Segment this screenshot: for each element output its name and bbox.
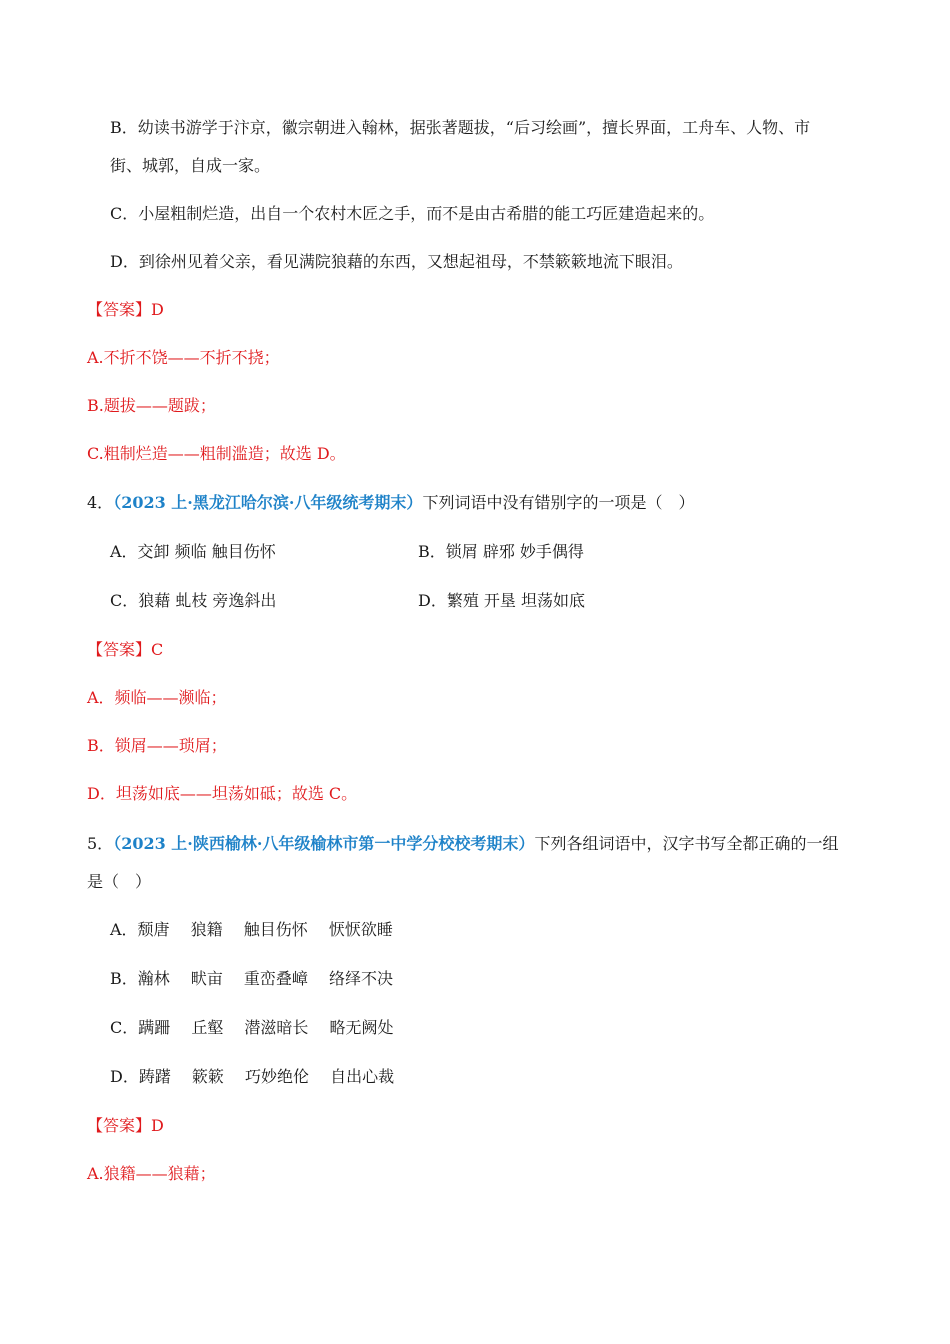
- q4-option-c: C．狼藉 虬枝 旁逸斜出: [110, 591, 277, 610]
- q3-option-b-line1: B．幼读书游学于汴京，徽宗朝进入翰林，据张著题拔，“后习绘画”，擅长界面，工舟车、人物、市: [110, 118, 811, 137]
- q4-stem-text: 下列词语中没有错别字的一项是（ ）: [422, 493, 695, 512]
- q3-option-d: D．到徐州见着父亲，看见满院狼藉的东西，又想起祖母，不禁簌簌地流下眼泪。: [110, 252, 683, 271]
- q4-option-d: D．繁殖 开垦 坦荡如底: [418, 591, 586, 610]
- q5-option-b: B．瀚林 畎亩 重峦叠嶂 络绎不决: [110, 969, 394, 988]
- q4-option-b: B．锁屑 辟邪 妙手偶得: [418, 542, 584, 561]
- q3-note-c: C.粗制烂造——粗制滥造；故选 D。: [87, 444, 346, 463]
- q5-answer: [87, 1116, 164, 1136]
- q4-source: （2023 上·黑龙江哈尔滨·八年级统考期末）: [113, 493, 423, 512]
- q3-note-a: A.不折不饶——不折不挠；: [87, 348, 280, 367]
- q3-note-b: B.题拔——题跋；: [87, 396, 216, 415]
- answer-bracket: 【答案】: [87, 1116, 152, 1135]
- q4-answer: [87, 640, 163, 660]
- q5-option-a: A．颓唐 狼籍 触目伤怀 恹恹欲睡: [110, 920, 393, 939]
- q5-source: （2023 上·陕西榆林·八年级榆林市第一中学分校校考期末）: [113, 834, 535, 853]
- q5-stem-line2: 是（ ）: [87, 872, 152, 891]
- q5-stem: [87, 834, 838, 854]
- q4-number: 4．: [87, 493, 114, 512]
- q4-option-a: A．交卸 频临 触目伤怀: [110, 542, 276, 561]
- q5-option-d: D．踌躇 簌簌 巧妙绝伦 自出心裁: [110, 1067, 395, 1086]
- answer-letter: D: [151, 1116, 164, 1135]
- answer-bracket: 【答案】: [87, 300, 152, 319]
- q5-stem-text: 下列各组词语中，汉字书写全都正确的一组: [534, 834, 839, 853]
- q4-note-a: A．频临——濒临；: [87, 688, 227, 707]
- q5-note-a: A.狼籍——狼藉；: [87, 1164, 216, 1183]
- answer-letter: D: [151, 300, 164, 319]
- q4-note-b: B．锁屑——琐屑；: [87, 736, 227, 755]
- q4-note-d: D．坦荡如底——坦荡如砥；故选 C。: [87, 784, 358, 803]
- q4-stem: [87, 493, 694, 513]
- q5-number: 5．: [87, 834, 114, 853]
- q5-option-c: C．蹒跚 丘壑 潜滋暗长 略无阙处: [110, 1018, 394, 1037]
- q3-option-c: C．小屋粗制烂造，出自一个农村木匠之手，而不是由古希腊的能工巧匠建造起来的。: [110, 204, 715, 223]
- q3-answer: [87, 300, 164, 320]
- q3-option-b-line2: 街、城郭，自成一家。: [110, 156, 271, 175]
- answer-letter: C: [151, 640, 164, 659]
- answer-bracket: 【答案】: [87, 640, 152, 659]
